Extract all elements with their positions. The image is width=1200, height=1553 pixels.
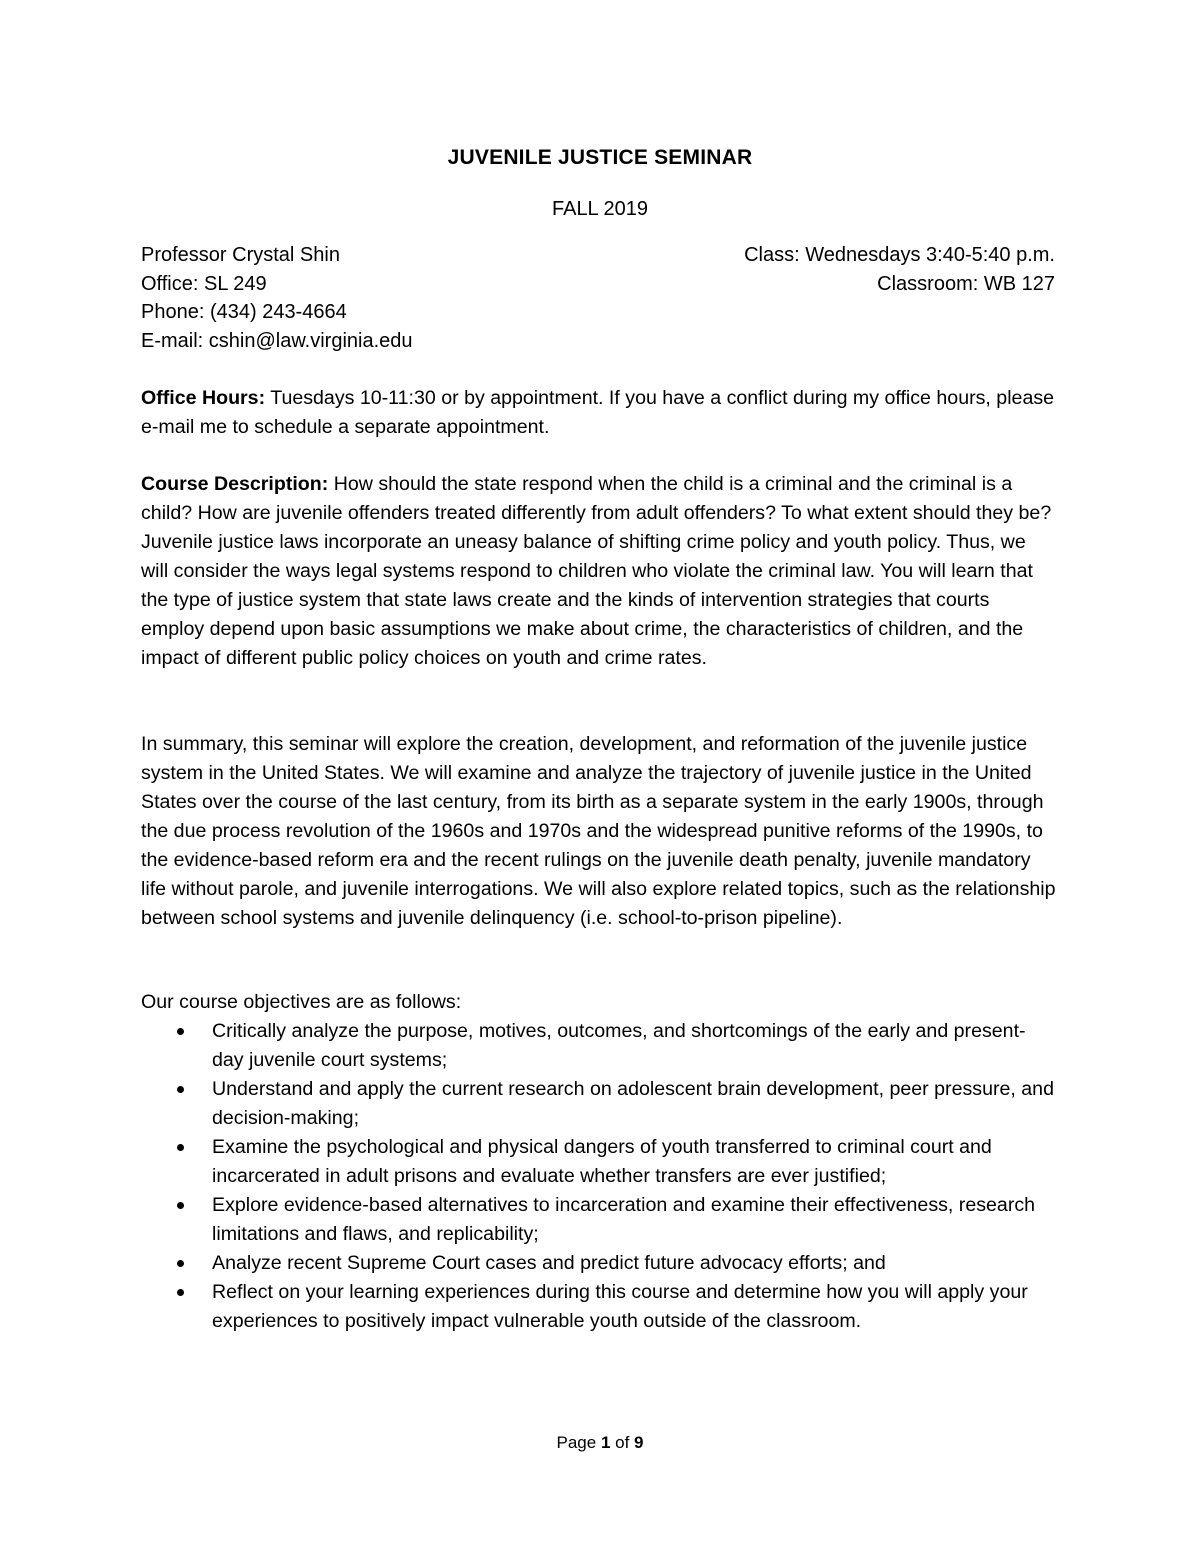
summary-paragraph: In summary, this seminar will explore the creation, development, and reformation of the juvenile justice system in the United States. We will examine and analyze the trajectory of juvenile justice in the United States over the course of the last century, from its birth as a separate system in the early 1900s, through the due process revolution of the 1960s and 1970s and the widespread punitive reforms of the 1990s, to the evidence-based reform era and the recent rulings on the juvenile death penalty, juvenile mandatory life without parole, and juvenile interrogations. We will also explore related topics, such as the relationship between school systems and juvenile delinquency (i.e. school-to-prison pipeline).: [141, 733, 1056, 929]
course-description-label: Course Description:: [141, 473, 329, 495]
objective-item: [141, 1191, 1057, 1249]
office-hours-paragraph: [141, 384, 1057, 442]
objectives-list: [141, 1017, 1057, 1336]
bullet-icon: [177, 1086, 184, 1093]
class-info: [744, 241, 1055, 298]
page-total: 9: [634, 1433, 644, 1452]
objective-item: [141, 1017, 1057, 1075]
document-title: JUVENILE JUSTICE SEMINAR: [447, 146, 753, 169]
page-label: Page: [556, 1433, 601, 1452]
course-description-paragraph: [141, 470, 1057, 673]
bullet-icon: [177, 1260, 184, 1267]
classroom-location: Classroom: WB 127: [877, 272, 1055, 295]
objective-item: [141, 1075, 1057, 1133]
page-number: 1: [600, 1433, 611, 1452]
bullet-icon: [177, 1289, 184, 1296]
objective-item: [141, 1133, 1057, 1191]
objective-item: [141, 1249, 1057, 1278]
office-location: Office: SL 249: [141, 272, 267, 295]
phone-number: Phone: (434) 243-4664: [141, 301, 347, 323]
objective-item: [141, 1278, 1057, 1336]
objective-text: Analyze recent Supreme Court cases and predict future advocacy efforts; and: [212, 1252, 886, 1274]
professor-name: Professor Crystal Shin: [141, 244, 340, 266]
objective-text: Explore evidence-based alternatives to incarceration and examine their effectiveness, research limitations and flaws, and replicability;: [212, 1194, 1036, 1245]
office-hours-text: Tuesdays 10-11:30 or by appointment. If you have a conflict during my office hours, please e-mail me to schedule a separate appointment.: [141, 387, 1055, 438]
course-description-text: How should the state respond when the child is a criminal and the criminal is a child? How are juvenile offenders treated differently from adult offenders? To what extent should they be? Juvenile justice laws incorporate an uneasy balance of shifting crime policy and youth policy. Thus, we will consider the ways legal systems respond to children who violate the criminal law. You will learn that the type of justice system that state laws create and the kinds of intervention strategies that courts employ depend upon basic assumptions we make about crime, the characteristics of children, and the impact of different public policy choices on youth and crime rates.: [141, 473, 1052, 669]
of-label: of: [610, 1433, 635, 1452]
objective-text: Examine the psychological and physical dangers of youth transferred to criminal court and incarcerated in adult prisons and evaluate whether transfers are ever justified;: [212, 1136, 992, 1187]
email-address: E-mail: cshin@law.virginia.edu: [141, 329, 413, 352]
document-term: FALL 2019: [551, 198, 648, 220]
objectives-intro: Our course objectives are as follows:: [141, 991, 462, 1013]
class-time: Class: Wednesdays 3:40-5:40 p.m.: [744, 244, 1055, 266]
instructor-info: [141, 241, 413, 355]
objective-text: Understand and apply the current research on adolescent brain development, peer pressure, and decision-making;: [212, 1078, 1054, 1129]
objectives-section: [141, 988, 1057, 1336]
objective-text: Critically analyze the purpose, motives, outcomes, and shortcomings of the early and present-day juvenile court systems;: [212, 1020, 1026, 1071]
bullet-icon: [177, 1144, 184, 1151]
page-footer: [0, 1433, 1200, 1453]
bullet-icon: [177, 1028, 184, 1035]
office-hours-label: Office Hours:: [141, 387, 266, 409]
bullet-icon: [177, 1202, 184, 1209]
objective-text: Reflect on your learning experiences during this course and determine how you will apply your experiences to positively impact vulnerable youth outside of the classroom.: [212, 1281, 1028, 1332]
